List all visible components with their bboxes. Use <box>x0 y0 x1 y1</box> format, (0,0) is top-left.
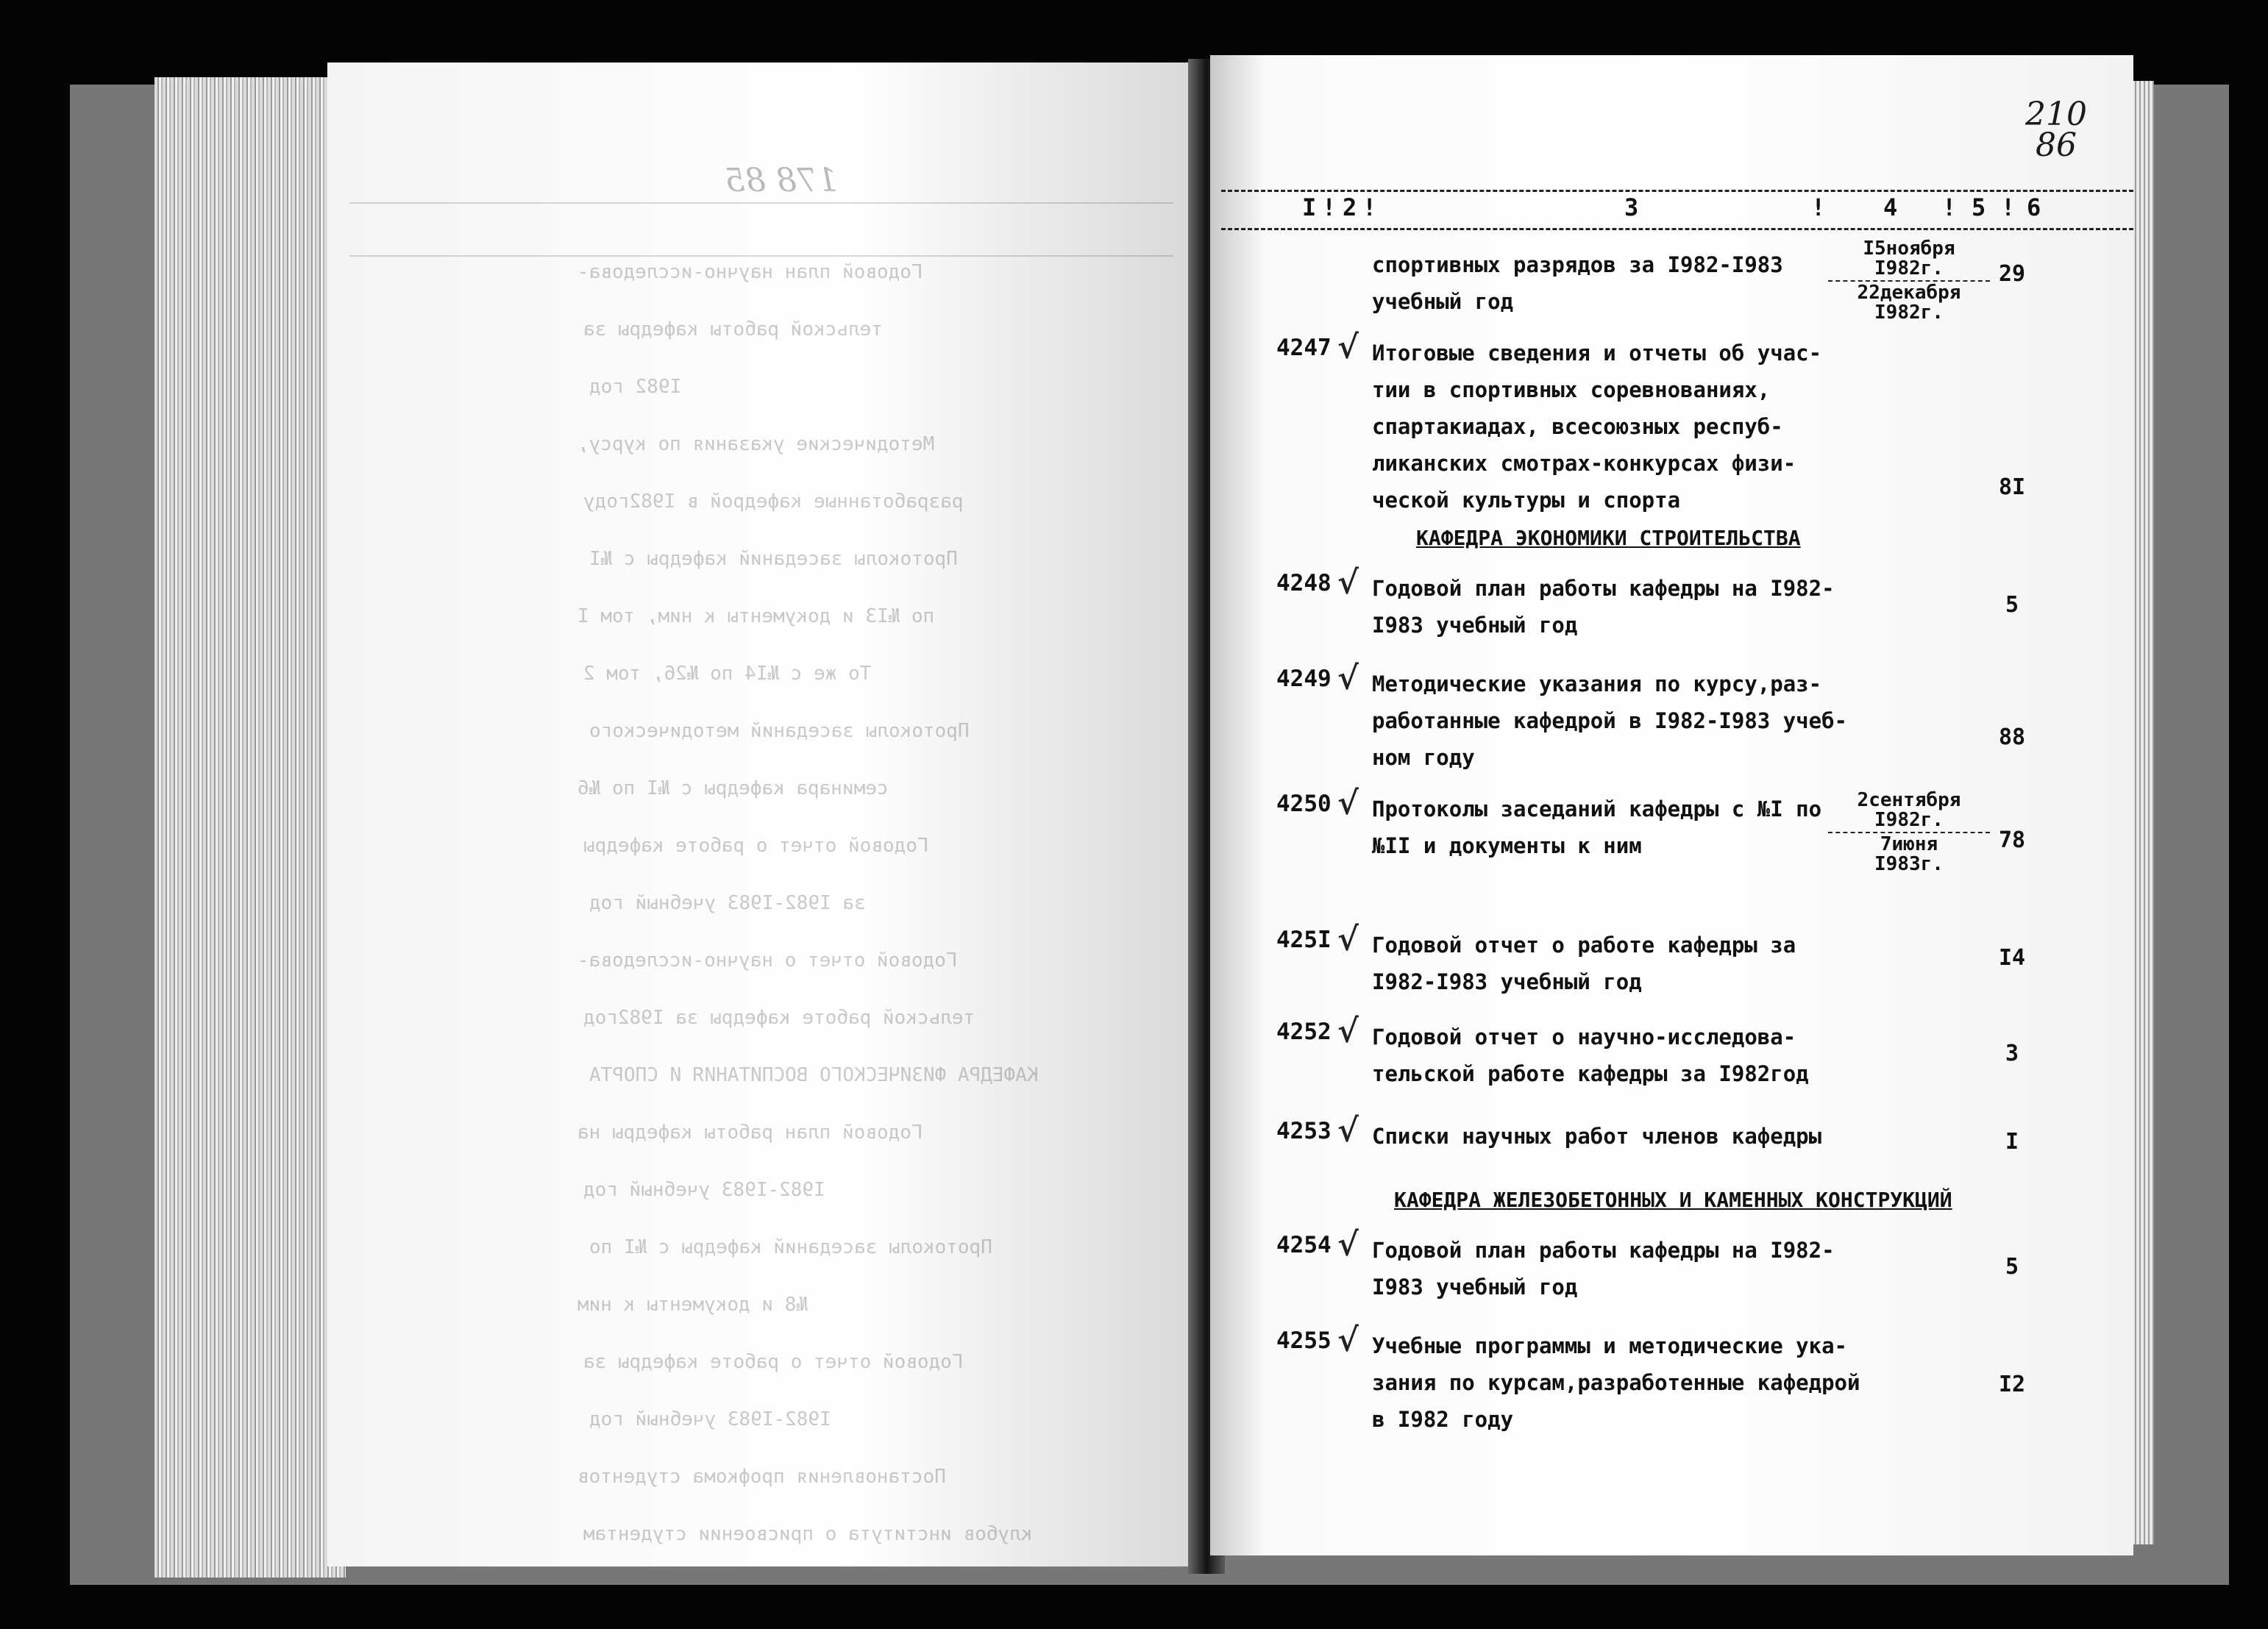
header-col-4: 4 <box>1883 193 1898 221</box>
entry-date-line: 2сентября <box>1857 789 1961 811</box>
entry-sheet-count: I <box>2005 1129 2019 1155</box>
entry-sheet-count: 88 <box>1998 724 2026 750</box>
entry-number: 4250 <box>1276 791 1332 817</box>
header-col-2: 2 <box>1343 193 1357 221</box>
entry-title <box>1372 335 1821 518</box>
ghost-text-line: Годовой отчет о работе кафедры за <box>583 1351 964 1373</box>
entry-title-line: Итоговые сведения и отчеты об учас- <box>1372 341 1822 366</box>
ghost-text-line: Протоколы заседаний кафедры с №I по <box>589 1236 992 1258</box>
entry-sheet-count: 78 <box>1998 827 2026 853</box>
header-rule-bottom <box>1221 228 2133 230</box>
entry-title-line: зания по курсам,разработенные кафедрой <box>1372 1370 1860 1395</box>
entry-number: 4248 <box>1276 570 1332 596</box>
entry-sheet-count: 3 <box>2005 1041 2019 1066</box>
entry-title <box>1372 1232 1835 1305</box>
ghost-handwritten-mark-1: 178 <box>776 162 838 199</box>
ghost-text-line: Годовой отчет о работе кафедры <box>583 835 929 857</box>
entry-title-line: тии в спортивных соревнованиях, <box>1372 377 1771 402</box>
header-sep-5: ! <box>2001 193 2016 221</box>
entry-sheet-count: 5 <box>2005 592 2019 618</box>
entry-date-line: 22декабря <box>1857 282 1961 304</box>
header-sep-3: ! <box>1811 193 1826 221</box>
entry-title-line: тельской работе кафедры за I982год <box>1372 1061 1809 1086</box>
entry-sheet-count: 8I <box>1998 474 2026 500</box>
entry-date-line: I983г. <box>1874 853 1944 875</box>
ghost-text-line: Протоколы заседаний методического <box>589 720 970 742</box>
entry-title-line: ликанских смотрах-конкурсах физи- <box>1372 451 1796 476</box>
entry-title-line: спортивных разрядов за I982-I983 <box>1372 252 1783 277</box>
handwritten-page-number-top: 210 <box>2025 96 2087 133</box>
entry-title-line: Учебные программы и методические ука- <box>1372 1333 1848 1358</box>
table-column-header <box>1221 193 2133 223</box>
handwritten-page-number <box>2012 96 2100 164</box>
entry-title-line: Годовой план работы кафедры на I982- <box>1372 576 1835 601</box>
ghost-handwritten-page-number <box>725 162 838 199</box>
entry-title-line: ном году <box>1372 745 1475 770</box>
ghost-text-line: тельской работы кафедры за <box>583 318 883 341</box>
ghost-text-line: по №I3 и документы к ним, том I <box>577 605 935 627</box>
checkmark-icon: √ <box>1337 1112 1359 1149</box>
entry-number: 4247 <box>1276 335 1332 361</box>
header-sep-4: ! <box>1942 193 1957 221</box>
ghost-text-line: за I982-I983 учебный год <box>589 892 866 914</box>
entry-title-line: I983 учебный год <box>1372 1275 1578 1300</box>
section-heading: КАФЕДРА ЖЕЛЕЗОБЕТОННЫХ И КАМЕННЫХ КОНСТРУКЦИЙ <box>1394 1188 1952 1212</box>
ghost-text-line: клубов института о присвоении студентам <box>583 1523 1033 1545</box>
ghost-text-line: Протоколы заседаний кафедры с №I <box>589 548 958 570</box>
entry-title-line: ческой культуры и спорта <box>1372 488 1681 513</box>
entry-title-line: №II и документы к ним <box>1372 833 1642 858</box>
left-page-reverse-side <box>327 63 1203 1566</box>
entry-title <box>1372 570 1835 644</box>
entry-title-line: работанные кафедрой в I982-I983 учеб- <box>1372 708 1848 733</box>
right-page-document <box>1210 55 2133 1555</box>
section-heading: КАФЕДРА ЭКОНОМИКИ СТРОИТЕЛЬСТВА <box>1416 526 1801 550</box>
entry-number: 4249 <box>1276 666 1332 692</box>
entry-title-line: Годовой план работы кафедры на I982- <box>1372 1238 1835 1263</box>
entry-title-line: I982-I983 учебный год <box>1372 969 1642 994</box>
ghost-text-line: КАФЕДРА ФИЗИЧЕСКОГО ВОСПИТАНИЯ И СПОРТА <box>589 1064 1039 1086</box>
entry-title-line: Списки научных работ членов кафедры <box>1372 1124 1822 1149</box>
checkmark-icon: √ <box>1337 921 1359 958</box>
header-col-1: I <box>1302 193 1317 221</box>
ghost-table-header <box>349 202 1173 257</box>
entry-sheet-count: 29 <box>1998 261 2026 287</box>
checkmark-icon: √ <box>1337 1013 1359 1050</box>
entry-title-line: Годовой отчет о работе кафедры за <box>1372 933 1796 958</box>
ghost-text-line: разработанные кафедрой в I982году <box>583 491 964 513</box>
ghost-text-line: I982-I983 учебный год <box>583 1179 825 1201</box>
ghost-text-line: семинара кафедры с №I по №6 <box>577 777 889 799</box>
header-col-6: 6 <box>2027 193 2041 221</box>
ghost-text-line: Методические указания по курсу, <box>577 433 935 455</box>
ghost-text-line: тельской работе кафедры за I982год <box>583 1007 975 1029</box>
entry-date-range <box>1828 239 1990 323</box>
entry-number: 4253 <box>1276 1118 1332 1144</box>
ghost-text-line: Годовой план работы кафедры на <box>577 1122 923 1144</box>
entry-sheet-count: 5 <box>2005 1254 2019 1280</box>
ghost-text-line: То же с №I4 по №26, том 2 <box>583 663 872 685</box>
checkmark-icon: √ <box>1337 1322 1359 1359</box>
checkmark-icon: √ <box>1337 329 1359 366</box>
ghost-text-line: Постановления профкома студентов <box>577 1466 946 1488</box>
entry-number: 425I <box>1276 927 1332 953</box>
page-edges-left <box>154 77 346 1578</box>
entry-title <box>1372 666 1847 776</box>
ghost-text-line: I982 год <box>589 376 682 398</box>
header-col-5: 5 <box>1972 193 1986 221</box>
entry-title-line: спартакиадах, всесоюзных респуб- <box>1372 414 1783 439</box>
entry-date-line: 7июня <box>1880 833 1938 855</box>
entry-number: 4254 <box>1276 1232 1332 1258</box>
checkmark-icon: √ <box>1337 1226 1359 1263</box>
entry-date-range <box>1828 791 1990 874</box>
entry-number: 4252 <box>1276 1019 1332 1045</box>
entry-title-line: Годовой отчет о научно-исследова- <box>1372 1024 1796 1049</box>
entry-date-line: I982г. <box>1874 302 1944 324</box>
entry-date-line: I982г. <box>1874 257 1944 279</box>
entry-title <box>1372 927 1796 1000</box>
entry-sheet-count: I2 <box>1998 1372 2026 1397</box>
entry-title <box>1372 1019 1809 1092</box>
ghost-text-line: Годовой отчет о научно-исследова- <box>577 949 958 972</box>
entry-number: 4255 <box>1276 1327 1332 1354</box>
entry-title-line: в I982 году <box>1372 1407 1514 1432</box>
header-col-3: 3 <box>1624 193 1639 221</box>
entry-title <box>1372 246 1783 320</box>
entry-date-line: I982г. <box>1874 809 1944 831</box>
header-sep-2: ! <box>1362 193 1377 221</box>
ghost-handwritten-mark-2: 85 <box>725 162 766 199</box>
entry-title-line: Протоколы заседаний кафедры с №I по <box>1372 796 1822 821</box>
checkmark-icon: √ <box>1337 564 1359 602</box>
header-rule-top <box>1221 190 2133 192</box>
checkmark-icon: √ <box>1337 785 1359 822</box>
entry-title-line: учебный год <box>1372 289 1514 314</box>
entry-title-line: I983 учебный год <box>1372 613 1578 638</box>
entry-sheet-count: I4 <box>1998 945 2026 971</box>
entry-date-line: I5ноября <box>1863 238 1955 260</box>
entry-title <box>1372 1118 1821 1155</box>
ghost-text-line: I982-I983 учебный год <box>589 1408 831 1430</box>
entry-title <box>1372 791 1821 864</box>
handwritten-page-number-bottom: 86 <box>2036 126 2077 164</box>
ghost-text-line: Годовой план научно-исследова- <box>577 261 923 283</box>
entry-title <box>1372 1327 1860 1438</box>
ghost-text-line: №8 и документы к ним <box>577 1294 808 1316</box>
checkmark-icon: √ <box>1337 660 1359 697</box>
header-sep-1: ! <box>1322 193 1337 221</box>
entry-title-line: Методические указания по курсу,раз- <box>1372 671 1822 696</box>
